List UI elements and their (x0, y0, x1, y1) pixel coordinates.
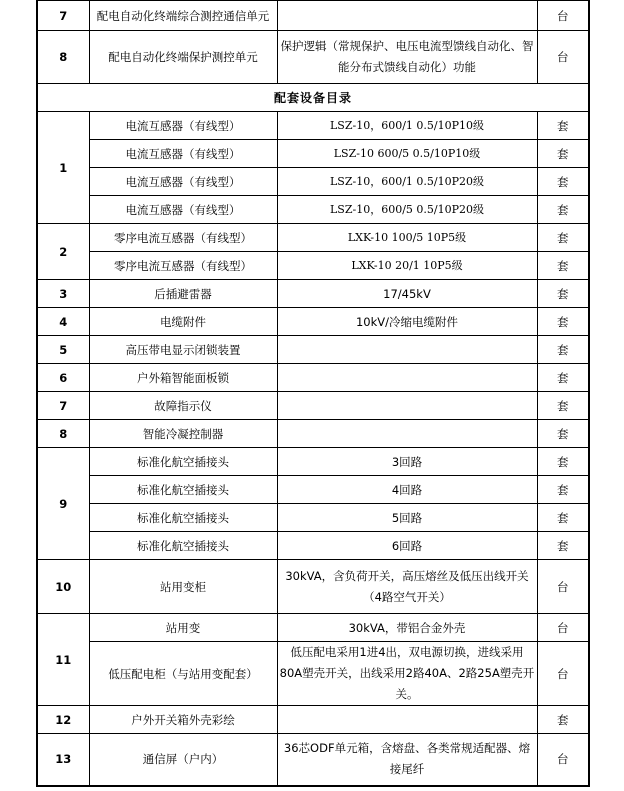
equipment-spec: LSZ-10，600/1 0.5/10P20级 (277, 168, 537, 196)
equipment-spec (277, 336, 537, 364)
row-number: 3 (37, 280, 89, 308)
table-row (37, 364, 589, 392)
equipment-spec (277, 420, 537, 448)
equipment-name: 通信屏（户内） (89, 734, 277, 786)
equipment-unit: 套 (537, 706, 589, 734)
equipment-spec: 5回路 (277, 504, 537, 532)
equipment-unit: 套 (537, 112, 589, 140)
equipment-name: 零序电流互感器（有线型） (89, 252, 277, 280)
equipment-name: 电流互感器（有线型） (89, 140, 277, 168)
section-row (37, 84, 589, 112)
equipment-name: 电流互感器（有线型） (89, 168, 277, 196)
table-row (37, 476, 589, 504)
equipment-table (36, 0, 590, 787)
row-number: 13 (37, 734, 89, 786)
equipment-name: 标准化航空插接头 (89, 532, 277, 560)
table-row (37, 448, 589, 476)
equipment-unit: 套 (537, 504, 589, 532)
equipment-name: 高压带电显示闭锁装置 (89, 336, 277, 364)
equipment-spec: 4回路 (277, 476, 537, 504)
equipment-name: 站用变 (89, 614, 277, 642)
equipment-name: 电缆附件 (89, 308, 277, 336)
equipment-name: 站用变柜 (89, 560, 277, 614)
equipment-spec: 36芯ODF单元箱，含熔盘、各类常规适配器、熔接尾纤 (277, 734, 537, 786)
table-row (37, 224, 589, 252)
equipment-name: 配电自动化终端综合测控通信单元 (89, 1, 277, 31)
row-number: 6 (37, 364, 89, 392)
equipment-name: 电流互感器（有线型） (89, 196, 277, 224)
equipment-name: 标准化航空插接头 (89, 476, 277, 504)
equipment-unit: 套 (537, 252, 589, 280)
equipment-name: 智能冷凝控制器 (89, 420, 277, 448)
table-row (37, 560, 589, 614)
equipment-spec: 30kVA，含负荷开关，高压熔丝及低压出线开关（4路空气开关） (277, 560, 537, 614)
row-number: 10 (37, 560, 89, 614)
row-number: 7 (37, 392, 89, 420)
equipment-table-sheet (36, 0, 590, 787)
equipment-unit: 套 (537, 280, 589, 308)
equipment-unit: 套 (537, 224, 589, 252)
equipment-name: 标准化航空插接头 (89, 448, 277, 476)
table-row (37, 642, 589, 706)
equipment-unit: 套 (537, 420, 589, 448)
equipment-name: 户外箱智能面板锁 (89, 364, 277, 392)
equipment-spec: LSZ-10 600/5 0.5/10P10级 (277, 140, 537, 168)
equipment-spec: 3回路 (277, 448, 537, 476)
row-number: 8 (37, 31, 89, 84)
equipment-name: 后插避雷器 (89, 280, 277, 308)
row-number: 8 (37, 420, 89, 448)
table-row (37, 252, 589, 280)
equipment-unit: 套 (537, 448, 589, 476)
equipment-spec: 6回路 (277, 532, 537, 560)
table-row (37, 140, 589, 168)
equipment-spec (277, 706, 537, 734)
equipment-spec: 17/45kV (277, 280, 537, 308)
equipment-unit: 套 (537, 168, 589, 196)
row-number: 2 (37, 224, 89, 280)
equipment-name: 标准化航空插接头 (89, 504, 277, 532)
row-number: 1 (37, 112, 89, 224)
row-number: 9 (37, 448, 89, 560)
table-row (37, 336, 589, 364)
equipment-name: 低压配电柜（与站用变配套） (89, 642, 277, 706)
equipment-unit: 台 (537, 1, 589, 31)
equipment-unit: 台 (537, 642, 589, 706)
table-row (37, 112, 589, 140)
equipment-name: 户外开关箱外壳彩绘 (89, 706, 277, 734)
equipment-spec: LSZ-10，600/5 0.5/10P20级 (277, 196, 537, 224)
section-title: 配套设备目录 (37, 84, 589, 112)
row-number: 7 (37, 1, 89, 31)
equipment-name: 故障指示仪 (89, 392, 277, 420)
equipment-spec: 10kV/冷缩电缆附件 (277, 308, 537, 336)
table-row (37, 734, 589, 786)
equipment-name: 配电自动化终端保护测控单元 (89, 31, 277, 84)
row-number: 5 (37, 336, 89, 364)
table-row (37, 706, 589, 734)
table-row (37, 196, 589, 224)
equipment-unit: 台 (537, 31, 589, 84)
equipment-unit: 台 (537, 734, 589, 786)
table-row (37, 532, 589, 560)
table-row (37, 31, 589, 84)
equipment-unit: 台 (537, 560, 589, 614)
equipment-spec (277, 1, 537, 31)
table-row (37, 420, 589, 448)
table-row (37, 1, 589, 31)
equipment-spec: 低压配电采用1进4出，双电源切换，进线采用80A塑壳开关，出线采用2路40A、2路25A塑壳开关。 (277, 642, 537, 706)
table-row (37, 168, 589, 196)
row-number: 4 (37, 308, 89, 336)
equipment-unit: 套 (537, 364, 589, 392)
equipment-unit: 套 (537, 392, 589, 420)
equipment-spec: LXK-10 100/5 10P5级 (277, 224, 537, 252)
equipment-unit: 套 (537, 196, 589, 224)
equipment-spec (277, 392, 537, 420)
equipment-unit: 台 (537, 614, 589, 642)
equipment-spec: 保护逻辑（常规保护、电压电流型馈线自动化、智能分布式馈线自动化）功能 (277, 31, 537, 84)
equipment-spec: LXK-10 20/1 10P5级 (277, 252, 537, 280)
table-row (37, 504, 589, 532)
equipment-unit: 套 (537, 308, 589, 336)
equipment-unit: 套 (537, 336, 589, 364)
row-number: 12 (37, 706, 89, 734)
equipment-unit: 套 (537, 532, 589, 560)
equipment-name: 零序电流互感器（有线型） (89, 224, 277, 252)
row-number: 11 (37, 614, 89, 706)
table-row (37, 614, 589, 642)
equipment-name: 电流互感器（有线型） (89, 112, 277, 140)
table-row (37, 392, 589, 420)
table-row (37, 308, 589, 336)
equipment-unit: 套 (537, 140, 589, 168)
equipment-spec: 30kVA，带铝合金外壳 (277, 614, 537, 642)
equipment-unit: 套 (537, 476, 589, 504)
table-row (37, 280, 589, 308)
equipment-spec: LSZ-10，600/1 0.5/10P10级 (277, 112, 537, 140)
equipment-spec (277, 364, 537, 392)
